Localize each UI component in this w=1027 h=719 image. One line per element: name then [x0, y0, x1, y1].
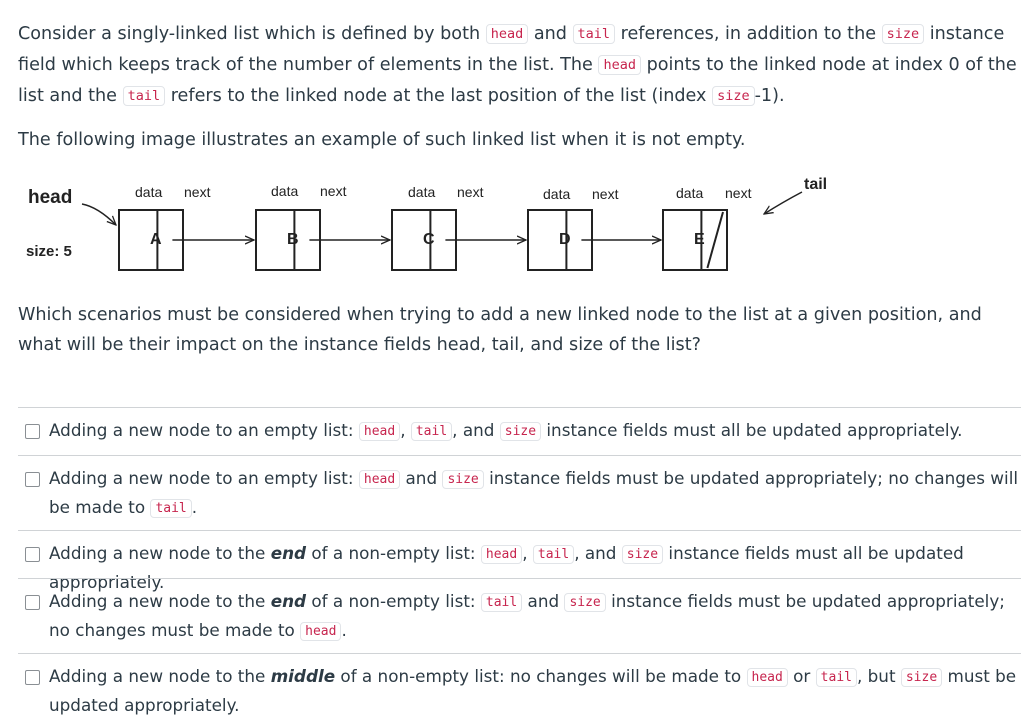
node-value: D: [559, 231, 571, 248]
code-tail: tail: [533, 545, 574, 564]
option-label: [49, 465, 1021, 523]
checkbox[interactable]: [25, 670, 40, 685]
code-tail: tail: [411, 422, 452, 441]
option-text: instance fields must all be updated appropriately.: [541, 420, 963, 440]
option-text: Adding a new node to the: [49, 666, 271, 686]
option-text: , and: [452, 420, 500, 440]
code-tail: tail: [150, 499, 191, 518]
option-text: Adding a new node to the: [49, 543, 271, 563]
intro-text: points to the linked node at index 0 of the list and the: [18, 55, 1017, 106]
answer-option-1[interactable]: [18, 407, 1021, 455]
node-value: B: [287, 231, 299, 248]
option-text: .: [191, 497, 198, 517]
code-size: size: [901, 668, 942, 687]
code-head: head: [747, 668, 788, 687]
linked-node: [663, 185, 752, 270]
code-size: size: [712, 86, 755, 106]
checkbox[interactable]: [25, 472, 40, 487]
code-head: head: [486, 24, 529, 44]
image-caption: The following image illustrates an example of such linked list when it is not empty.: [18, 130, 746, 150]
option-text: must be updated appropriately.: [49, 666, 1017, 715]
option-text: ,: [522, 543, 533, 563]
code-head: head: [359, 422, 400, 441]
next-field-label: next: [320, 183, 347, 199]
next-field-label: next: [592, 186, 619, 202]
code-size: size: [564, 593, 605, 612]
code-size: size: [442, 470, 483, 489]
code-tail: tail: [481, 593, 522, 612]
next-field-label: next: [725, 185, 752, 201]
code-size: size: [622, 545, 663, 564]
option-text: Adding a new node to an empty list:: [49, 468, 359, 488]
option-text: instance fields must be updated appropriately; no changes must be made to: [49, 591, 1005, 640]
option-text: , and: [574, 543, 622, 563]
intro-text: -1).: [754, 86, 785, 106]
option-text: .: [341, 620, 347, 640]
option-label: [49, 663, 1021, 718]
code-head: head: [359, 470, 400, 489]
option-text: ,: [400, 420, 411, 440]
code-tail: tail: [816, 668, 857, 687]
checkbox[interactable]: [25, 424, 40, 439]
tail-label: tail: [804, 176, 828, 193]
node-value: C: [423, 231, 435, 248]
linked-list-diagram: [18, 170, 828, 285]
question-text: Which scenarios must be considered when trying to add a new linked node to the list at a given position, and what will be their impact on the instance fields head, tail, and size of the list?: [18, 305, 982, 355]
intro-text: instance field which keeps track of the number of elements in the list. The: [18, 24, 1005, 75]
intro-text: Consider a singly-linked list which is defined by both: [18, 24, 486, 44]
intro-text: references, in addition to the: [615, 24, 882, 44]
code-size: size: [500, 422, 541, 441]
linked-node: [392, 184, 526, 270]
node-group: [119, 183, 752, 270]
linked-node: [256, 183, 390, 270]
linked-node: [528, 186, 661, 270]
code-tail: tail: [123, 86, 166, 106]
linked-node: [119, 184, 254, 270]
option-text: instance fields must be updated appropriately; no changes will be made to: [49, 468, 1019, 517]
answer-option-5[interactable]: [18, 653, 1021, 719]
answer-option-2[interactable]: [18, 455, 1021, 530]
intro-text: refers to the linked node at the last position of the list (index: [165, 86, 713, 106]
next-field-label: next: [184, 184, 211, 200]
emphasis-text: end: [270, 543, 307, 563]
tail-pointer-arrow: [764, 192, 802, 214]
option-text: or: [787, 666, 816, 686]
option-text: Adding a new node to an empty list:: [49, 420, 359, 440]
checkbox[interactable]: [25, 595, 40, 610]
option-text: , but: [856, 666, 901, 686]
code-tail: tail: [573, 24, 616, 44]
next-field-label: next: [457, 184, 484, 200]
option-text: Adding a new node to the: [49, 591, 271, 611]
emphasis-text: end: [270, 591, 307, 611]
option-text: of a non-empty list: no changes will be made to: [335, 666, 747, 686]
option-text: and: [522, 591, 565, 611]
option-text: instance fields must all be updated appropriately.: [49, 543, 964, 592]
head-pointer-arrow: [82, 204, 116, 225]
head-label: head: [28, 187, 73, 208]
option-text: and: [400, 468, 443, 488]
intro-text: and: [528, 24, 573, 44]
answer-option-4[interactable]: [18, 578, 1021, 653]
data-field-label: data: [676, 185, 704, 201]
code-size: size: [882, 24, 925, 44]
code-head: head: [481, 545, 522, 564]
option-text: of a non-empty list:: [306, 543, 481, 563]
code-head: head: [598, 55, 641, 75]
data-field-label: data: [408, 184, 436, 200]
answer-option-3[interactable]: [18, 530, 1021, 592]
option-label: [49, 588, 1021, 646]
size-label: size: 5: [26, 243, 72, 260]
node-value: E: [694, 231, 705, 248]
node-value: A: [150, 231, 162, 248]
code-head: head: [300, 622, 341, 641]
option-text: of a non-empty list:: [306, 591, 481, 611]
data-field-label: data: [135, 184, 163, 200]
option-label: [49, 417, 1021, 446]
data-field-label: data: [271, 183, 299, 199]
emphasis-text: middle: [270, 666, 336, 686]
intro-paragraph: [18, 19, 1018, 112]
data-field-label: data: [543, 186, 571, 202]
checkbox[interactable]: [25, 547, 40, 562]
